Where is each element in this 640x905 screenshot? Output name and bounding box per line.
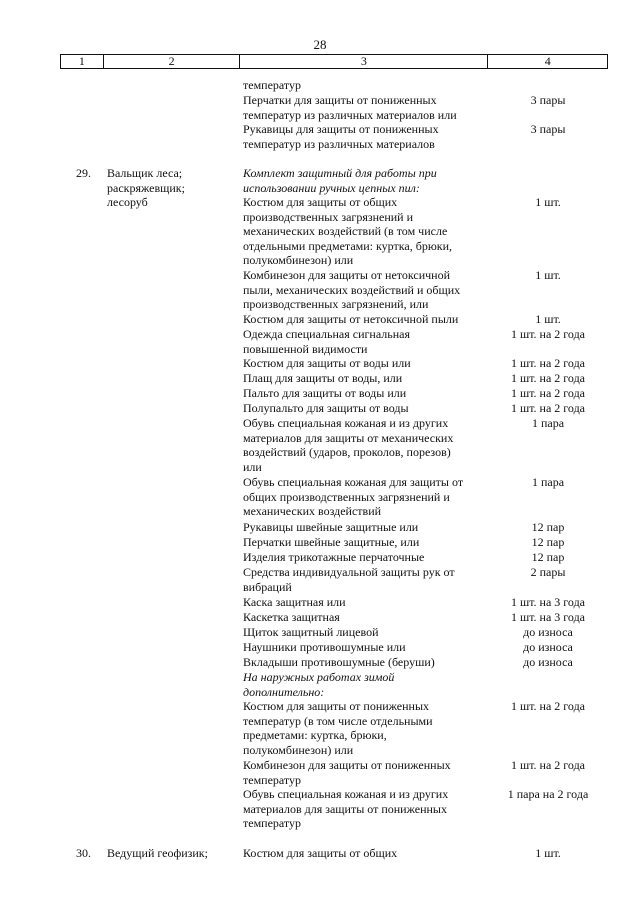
issue-norm: 1 шт. на 2 года (510, 401, 586, 415)
equipment-description (243, 520, 488, 535)
profession-line: лесоруб (107, 195, 148, 209)
description-line: Комплект защитный для работы при (243, 166, 437, 180)
description-line: Пальто для защиты от воды или (243, 386, 407, 400)
row-number: 29. (76, 166, 91, 180)
issue-norm: до износа (523, 640, 573, 654)
description-line: Комбинезон для защиты от пониженных (243, 758, 451, 772)
page-number: 28 (313, 37, 327, 52)
equipment-description (243, 356, 488, 371)
description-line: Наушники противошумные или (243, 640, 406, 654)
description-line: Вкладыши противошумные (беруши) (243, 655, 435, 669)
description-line: Костюм для защиты от нетоксичной пыли (243, 312, 459, 326)
issue-norm: 3 пары (530, 122, 566, 136)
header-col-1: 1 (78, 54, 85, 68)
equipment-description (243, 475, 488, 519)
header-col-3: 3 (239, 55, 487, 68)
description-line: Обувь специальная кожаная и из других (243, 416, 449, 430)
description-line: дополнительно: (243, 684, 325, 699)
description-line: производственных загрязнений и (243, 209, 414, 224)
equipment-description (243, 565, 488, 594)
equipment-description (243, 787, 488, 831)
header-col-2: 2 (103, 55, 240, 68)
description-line: или (243, 459, 262, 474)
issue-norm: 3 пары (530, 93, 566, 107)
description-line: Каска защитная или (243, 595, 346, 609)
equipment-description (243, 535, 488, 550)
description-line: Плащ для защиты от воды, или (243, 371, 403, 385)
issue-norm: 1 шт. на 3 года (510, 610, 586, 624)
equipment-description (243, 386, 488, 401)
description-line: вибраций (243, 579, 292, 594)
description-line: Рукавицы швейные защитные или (243, 520, 419, 534)
equipment-description (243, 846, 488, 861)
description-line: Костюм для защиты от общих (243, 846, 398, 860)
issue-norm: 12 пар (531, 550, 565, 564)
equipment-description (243, 327, 488, 356)
equipment-description (243, 670, 488, 699)
description-line: производственных загрязнений, или (243, 297, 429, 311)
description-line: Перчатки для защиты от пониженных (243, 93, 437, 107)
description-line: Рукавицы для защиты от пониженных (243, 122, 439, 136)
description-line: механических воздействий (в том числе (243, 224, 448, 238)
issue-norm: 1 шт. (535, 846, 561, 860)
equipment-description (243, 416, 488, 474)
description-line: пыли, механических воздействий и общих (243, 282, 461, 297)
equipment-description (243, 78, 488, 93)
description-line: повышенной видимости (243, 341, 368, 356)
issue-norm: 1 шт. на 2 года (510, 327, 586, 341)
profession-line: Ведущий геофизик; (107, 846, 208, 860)
equipment-description (243, 93, 488, 122)
issue-norm: до износа (523, 655, 573, 669)
issue-norm: 1 шт. (535, 195, 561, 209)
equipment-description (243, 610, 488, 625)
description-line: использовании ручных цепных пил: (243, 180, 420, 195)
description-line: температур (в том числе отдельными (243, 713, 433, 728)
description-line: Изделия трикотажные перчаточные (243, 550, 425, 564)
equipment-description (243, 195, 488, 268)
equipment-description (243, 122, 488, 151)
description-line: материалов для защиты от механических (243, 430, 454, 445)
profession-line: Вальщик леса; (107, 166, 183, 180)
equipment-description (243, 640, 488, 655)
row-number: 30. (76, 846, 91, 860)
profession-line: раскряжевщик; (107, 180, 185, 195)
description-line: На наружных работах зимой (243, 670, 395, 684)
description-line: Обувь специальная кожаная для защиты от (243, 475, 464, 489)
issue-norm: 1 пара (531, 475, 565, 489)
issue-norm: 1 шт. на 2 года (510, 699, 586, 713)
equipment-description (243, 758, 488, 787)
description-line: Костюм для защиты от воды или (243, 356, 411, 370)
equipment-description (243, 699, 488, 757)
description-line: Костюм для защиты от общих (243, 195, 398, 209)
description-line: отдельными предметами: куртка, брюки, (243, 238, 453, 253)
issue-norm: 1 шт. на 2 года (510, 758, 586, 772)
description-line: механических воздействий (243, 504, 382, 518)
equipment-description (243, 312, 488, 327)
equipment-description (243, 401, 488, 416)
equipment-description (243, 625, 488, 640)
description-line: предметами: куртка, брюки, (243, 728, 387, 742)
issue-norm: 1 шт. на 2 года (510, 386, 586, 400)
issue-norm: 1 шт. на 3 года (510, 595, 586, 609)
issue-norm: 1 пара (531, 416, 565, 430)
description-line: температур из различных материалов (243, 136, 435, 151)
equipment-description (243, 166, 488, 195)
issue-norm: 12 пар (531, 520, 565, 534)
description-line: Щиток защитный лицевой (243, 625, 379, 639)
description-line: Одежда специальная сигнальная (243, 327, 410, 341)
issue-norm: 1 шт. (535, 268, 561, 282)
equipment-description (243, 595, 488, 610)
description-line: Полупальто для защиты от воды (243, 401, 409, 415)
description-line: температур из различных материалов или (243, 107, 457, 122)
description-line: Перчатки швейные защитные, или (243, 535, 420, 549)
description-line: Комбинезон для защиты от нетоксичной (243, 268, 451, 282)
equipment-description (243, 655, 488, 670)
equipment-description (243, 268, 488, 312)
description-line: воздействий (ударов, проколов, порезов) (243, 445, 451, 459)
table-header (60, 54, 608, 69)
issue-norm: 1 пара на 2 года (507, 787, 589, 801)
issue-norm: 1 шт. на 2 года (510, 371, 586, 385)
description-line: температур (243, 816, 302, 830)
description-line: Каскетка защитная (243, 610, 340, 624)
issue-norm: 1 шт. (535, 312, 561, 326)
header-col-4: 4 (487, 55, 607, 68)
description-line: Средства индивидуальной защиты рук от (243, 565, 455, 579)
profession (107, 846, 232, 861)
issue-norm: 1 шт. на 2 года (510, 356, 586, 370)
issue-norm: 2 пары (530, 565, 566, 579)
equipment-description (243, 371, 488, 386)
equipment-description (243, 550, 488, 565)
description-line: Обувь специальная кожаная и из других (243, 787, 449, 801)
description-line: температур (243, 78, 302, 92)
description-line: материалов для защиты от пониженных (243, 801, 447, 816)
issue-norm: 12 пар (531, 535, 565, 549)
issue-norm: до износа (523, 625, 573, 639)
description-line: общих производственных загрязнений и (243, 489, 450, 504)
profession (107, 166, 232, 210)
description-line: температур (243, 772, 302, 787)
description-line: полукомбинезон) или (243, 742, 354, 757)
description-line: Костюм для защиты от пониженных (243, 699, 430, 713)
description-line: полукомбинезон) или (243, 253, 354, 267)
